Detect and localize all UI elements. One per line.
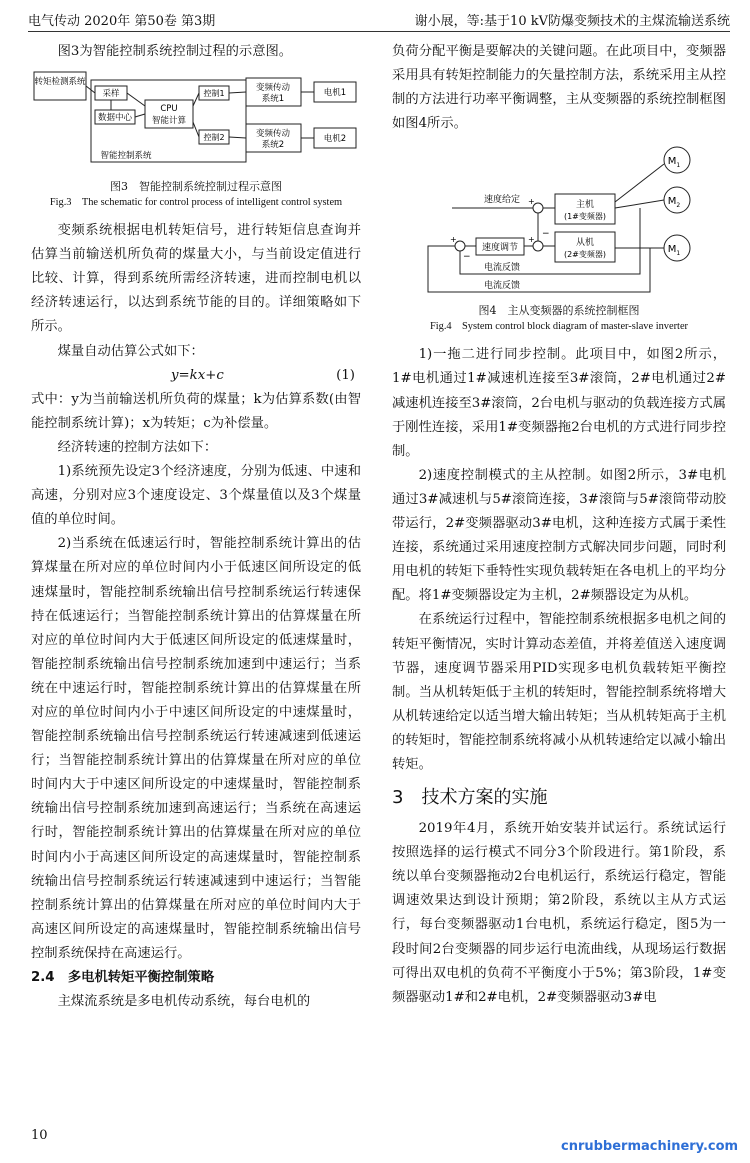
paragraph: 主煤流系统是多电机传动系统，每台电机的 bbox=[57, 994, 311, 1010]
equation-number: (1) bbox=[336, 367, 355, 383]
paragraph: 在系统运行过程中，智能控制系统根据多电机之间的转矩平衡情况，实时计算动态差值，并将差值送入速度调节器，速度调节器采用PID实现多电机负载转矩平衡控制。当从机转矩低于主机的转矩时，智能控制系统将增大从机转速给定以适当增大输出转矩；当从机转矩高于主机的转矩时，智能控制系统将减小从机转速给定以减小输出转矩。 bbox=[392, 612, 726, 772]
fig3-motor2-label: 电机2 bbox=[323, 134, 347, 145]
fig4-master-label: 主机 bbox=[575, 200, 595, 211]
paragraph: 1)一拖二进行同步控制。此项目中，如图2所示，1#电机通过1#减速机连接至3#滚筒，2#电机通过2#减速机连接至3#滚筒，2台电机与驱动的负载连接方式属于刚性连接，采用1#变频器拖2台电机的方式进行同步控制。 bbox=[392, 347, 726, 459]
watermark: cnrubbermachinery.com bbox=[561, 1136, 736, 1158]
fig4-slave-label: 从机 bbox=[575, 238, 595, 249]
fig3-diagram bbox=[31, 64, 361, 174]
paragraph: 2019年4月，系统开始安装并试运行。系统试运行按照选择的运行模式不同分3个阶段进行。第1阶段，系统以单台变频器拖动2台电机运行，系统运行稳定，智能调速效果达到设计预期；第2阶段，系统以主从方式运行，每台变频器驱动1台电机，系统运行稳定，图5为一段时间2台变频器的同步运行电流曲线，从现场运行数据可得出双电机的负荷不平衡度小于5%；第3阶段，1#变频器驱动1#和2#电机，2#变频器驱动3#电 bbox=[392, 821, 726, 1005]
fig4-sum-plus-left: + bbox=[450, 235, 457, 245]
fig3-sensor-label: 转矩检测系统 bbox=[34, 77, 86, 88]
paragraph: 负荷分配平衡是要解决的关键问题。在此项目中，变频器采用具有转矩控制能力的矢量控制方法，系统采用主从控制的方法进行功率平衡调整，主从变频器的系统控制框图如图4所示。 bbox=[392, 44, 726, 132]
paragraph: 2)当系统在低速运行时，智能控制系统计算出的估算煤量在所对应的单位时间内小于低速区间所设定的低速煤量时，智能控制系统输出信号控制系统运行转速保持在低速运行；当智能控制系统计算出的估算煤量在所对应的单位时间内大于低速区间所设定的低速煤量时，智能控制系统输出信号控制系统加速到中速运行；当系统在中速运行时，智能控制系统计算出的估算煤量在所对应的单位时间内小于中速区间所设定的中速煤量时，智能控制系统输出信号控制系统运行转速减速到低速运行；当智能控制系统计算出的估算煤量在所对应的单位时间内大于中速区间所设定的中速煤量时，智能控制系统输出信号控制系统加速到高速运行；当系统在高速运行时，智能控制系统计算出的估算煤量在所对应的单位时间内小于高速区间所设定的高速煤量时，智能控制系统输出信号控制系统运行转速减速到中速运行；当智能控制系统计算出的估算煤量在所对应的单位时间内大于高速区间所设定的高速煤量时，智能控制系统输出信号控制系统保持在高速运行。 bbox=[31, 536, 361, 961]
fig3-sample-label: 采样 bbox=[102, 89, 120, 100]
fig4-sum-plus-mid: + bbox=[528, 235, 535, 245]
left-column bbox=[31, 40, 361, 1014]
section-heading-2-4: 2.4 多电机转矩平衡控制策略 bbox=[31, 970, 215, 985]
journal-info: 电气传动 2020年 第50卷 第3期 bbox=[28, 14, 216, 29]
page-number: 10 bbox=[31, 1128, 48, 1143]
fig4-motor-mid: $M_2$ bbox=[667, 196, 681, 210]
fig4-caption: 图4 主从变频器的系统控制框图 bbox=[478, 304, 640, 318]
fig4-caption-en: Fig.4 System control block diagram of master-slave inverter bbox=[429, 321, 689, 333]
paragraph: 煤量自动估算公式如下： bbox=[57, 343, 204, 359]
fig4-slave-sub: (2#变频器) bbox=[563, 250, 607, 260]
fig3-vfd2-label: 变频传动 bbox=[255, 129, 291, 140]
paragraph: 经济转速的控制方法如下： bbox=[57, 439, 218, 455]
article-title-header: 谢小展，等:基于10 kV防爆变频技术的主煤流输送系统 bbox=[414, 14, 730, 29]
fig4-speed-set: 速度给定 bbox=[483, 195, 521, 206]
fig3-caption-en: Fig.3 The schematic for control process of intelligent control system bbox=[49, 197, 343, 209]
header-rule bbox=[28, 31, 730, 32]
fig3-caption: 图3 智能控制系统控制过程示意图 bbox=[110, 180, 282, 194]
paragraph: 式中：y为当前输送机所负荷的煤量；k为估算系数(由智能控制系统计算)；x为转矩；c为补偿量。 bbox=[31, 391, 361, 431]
fig3-ctrl1-label: 控制1 bbox=[203, 89, 225, 99]
figure-3 bbox=[31, 64, 361, 174]
figure-4 bbox=[392, 142, 726, 302]
fig4-sum-plus-top: + bbox=[528, 197, 535, 207]
fig3-vfd2-sub: 系统2 bbox=[261, 140, 285, 151]
fig4-master-sub: (1#变频器) bbox=[563, 212, 607, 222]
fig4-feedback1: 电流反馈 bbox=[483, 263, 521, 274]
fig4-regulator-label: 速度调节 bbox=[481, 243, 519, 254]
fig4-diagram bbox=[392, 142, 726, 302]
fig3-system-label: 智能控制系统 bbox=[100, 151, 152, 162]
fig4-sum-minus: − bbox=[542, 229, 550, 240]
fig4-motor-top: $M_1$ bbox=[667, 156, 681, 170]
fig4-sum-minus-left: − bbox=[463, 252, 471, 263]
running-header bbox=[28, 10, 730, 32]
fig3-vfd1-sub: 系统1 bbox=[261, 94, 285, 105]
fig3-datacenter-label: 数据中心 bbox=[97, 113, 133, 124]
fig4-feedback2: 电流反馈 bbox=[483, 281, 521, 292]
paragraph: 变频系统根据电机转矩信号，进行转矩信息查询并估算当前输送机所负荷的煤量大小，与当前设定值进行比较、计算，得到系统所需经济转速，进而控制电机以经济转速运行，以达到系统节能的目的。详细策略如下所示。 bbox=[31, 223, 361, 335]
equation-body: y=kx+c bbox=[171, 367, 224, 383]
paragraph: 图3为智能控制系统控制过程的示意图。 bbox=[57, 44, 293, 59]
fig3-motor1-label: 电机1 bbox=[323, 88, 347, 99]
paragraph: 1)系统预先设定3个经济速度，分别为低速、中速和高速，分别对应3个速度设定、3个煤量值以及3个煤量值的单位时间。 bbox=[31, 464, 361, 528]
equation-1 bbox=[31, 364, 361, 388]
section-heading-3: 3 技术方案的实施 bbox=[392, 787, 548, 809]
right-column bbox=[392, 40, 726, 1010]
fig3-ctrl2-label: 控制2 bbox=[203, 133, 225, 143]
fig4-motor-bottom: $M_1$ bbox=[667, 244, 681, 258]
fig3-cpu-label: CPU bbox=[160, 104, 178, 115]
fig3-compute-label: 智能计算 bbox=[151, 116, 187, 127]
paragraph: 2)速度控制模式的主从控制。如图2所示，3#电机通过3#减速机与5#滚筒连接，3#滚筒与5#滚筒带动胶带运行，2#变频器驱动3#电机，这种连接方式属于柔性连接，系统通过采用速度控制方式解决同步问题，同时利用电机的转矩下垂特性实现负载转矩在各电机上的平均分配。将1#变频器设定为主机，2#频器设定为从机。 bbox=[392, 467, 726, 604]
fig3-vfd1-label: 变频传动 bbox=[255, 83, 291, 94]
